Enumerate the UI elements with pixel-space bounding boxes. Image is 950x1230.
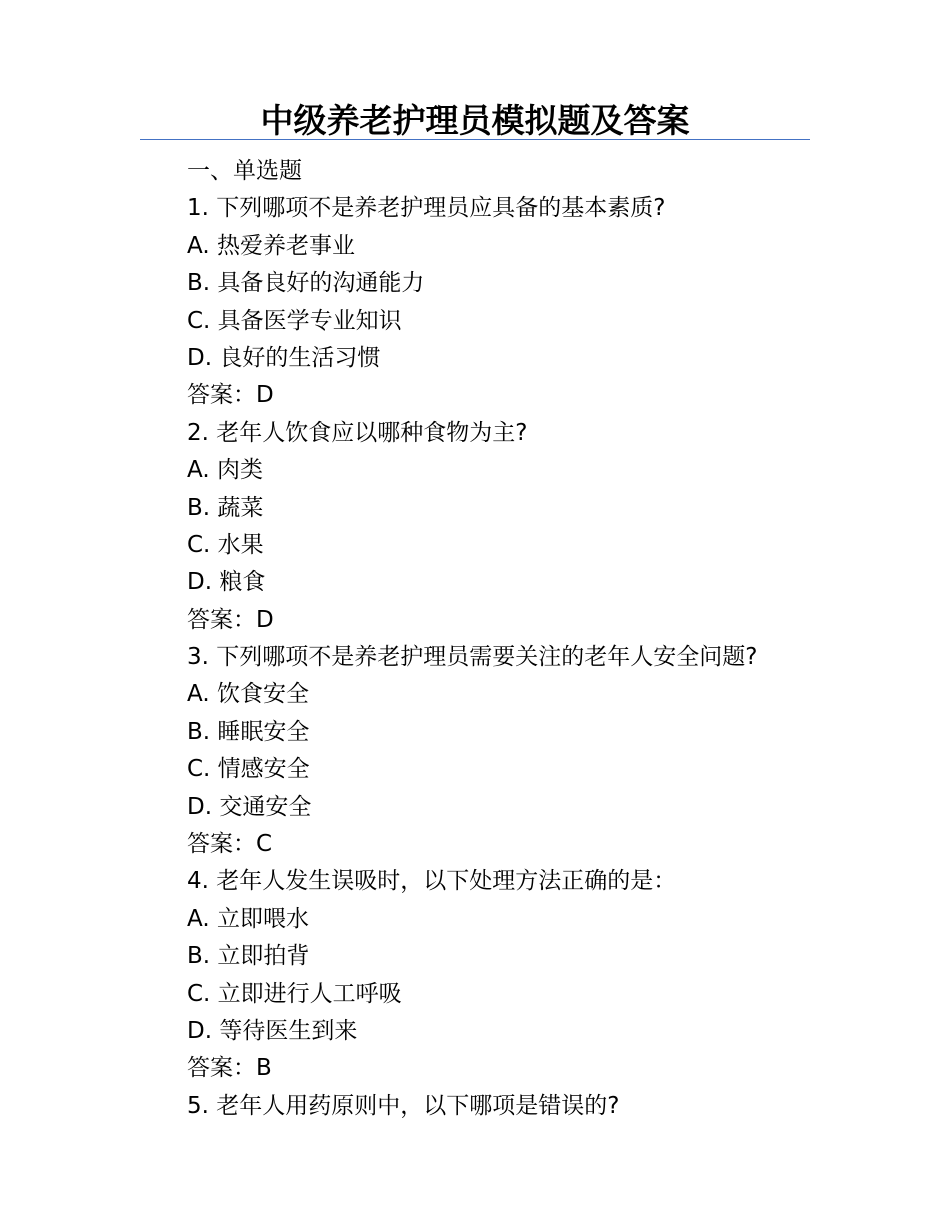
answer-line: 答案：D [187, 382, 274, 409]
option-line: B. 睡眠安全 [187, 718, 310, 745]
option-line: D. 等待医生到来 [187, 1017, 358, 1044]
option-line: C. 立即进行人工呼吸 [187, 980, 402, 1007]
option-line: C. 情感安全 [187, 756, 310, 783]
answer-line: 答案：D [187, 606, 274, 633]
answer-line: 答案：C [187, 831, 273, 858]
document-title: 中级养老护理员模拟题及答案 [260, 101, 690, 140]
option-line: A. 饮食安全 [187, 681, 309, 708]
answer-line: 答案：B [187, 1055, 272, 1082]
option-line: B. 具备良好的沟通能力 [187, 270, 425, 297]
option-line: B. 立即拍背 [187, 943, 310, 970]
option-line: C. 具备医学专业知识 [187, 307, 402, 334]
option-line: D. 交通安全 [187, 793, 312, 820]
question-4: 4. 老年人发生误吸时，以下处理方法正确的是： [187, 868, 677, 895]
option-line: D. 粮食 [187, 569, 266, 596]
option-line: B. 蔬菜 [187, 494, 264, 521]
question-2: 2. 老年人饮食应以哪种食物为主? [187, 419, 528, 446]
question-1: 1. 下列哪项不是养老护理员应具备的基本素质? [187, 195, 666, 222]
title-underline [140, 139, 810, 140]
question-5: 5. 老年人用药原则中，以下哪项是错误的? [187, 1092, 620, 1119]
question-3: 3. 下列哪项不是养老护理员需要关注的老年人安全问题? [187, 644, 758, 671]
option-line: A. 肉类 [187, 457, 263, 484]
option-line: C. 水果 [187, 531, 264, 558]
section-heading: 一、单选题 [187, 158, 302, 184]
option-line: A. 热爱养老事业 [187, 232, 355, 259]
option-line: D. 良好的生活习惯 [187, 344, 381, 371]
option-line: A. 立即喂水 [187, 905, 309, 932]
document-body [187, 153, 827, 1125]
